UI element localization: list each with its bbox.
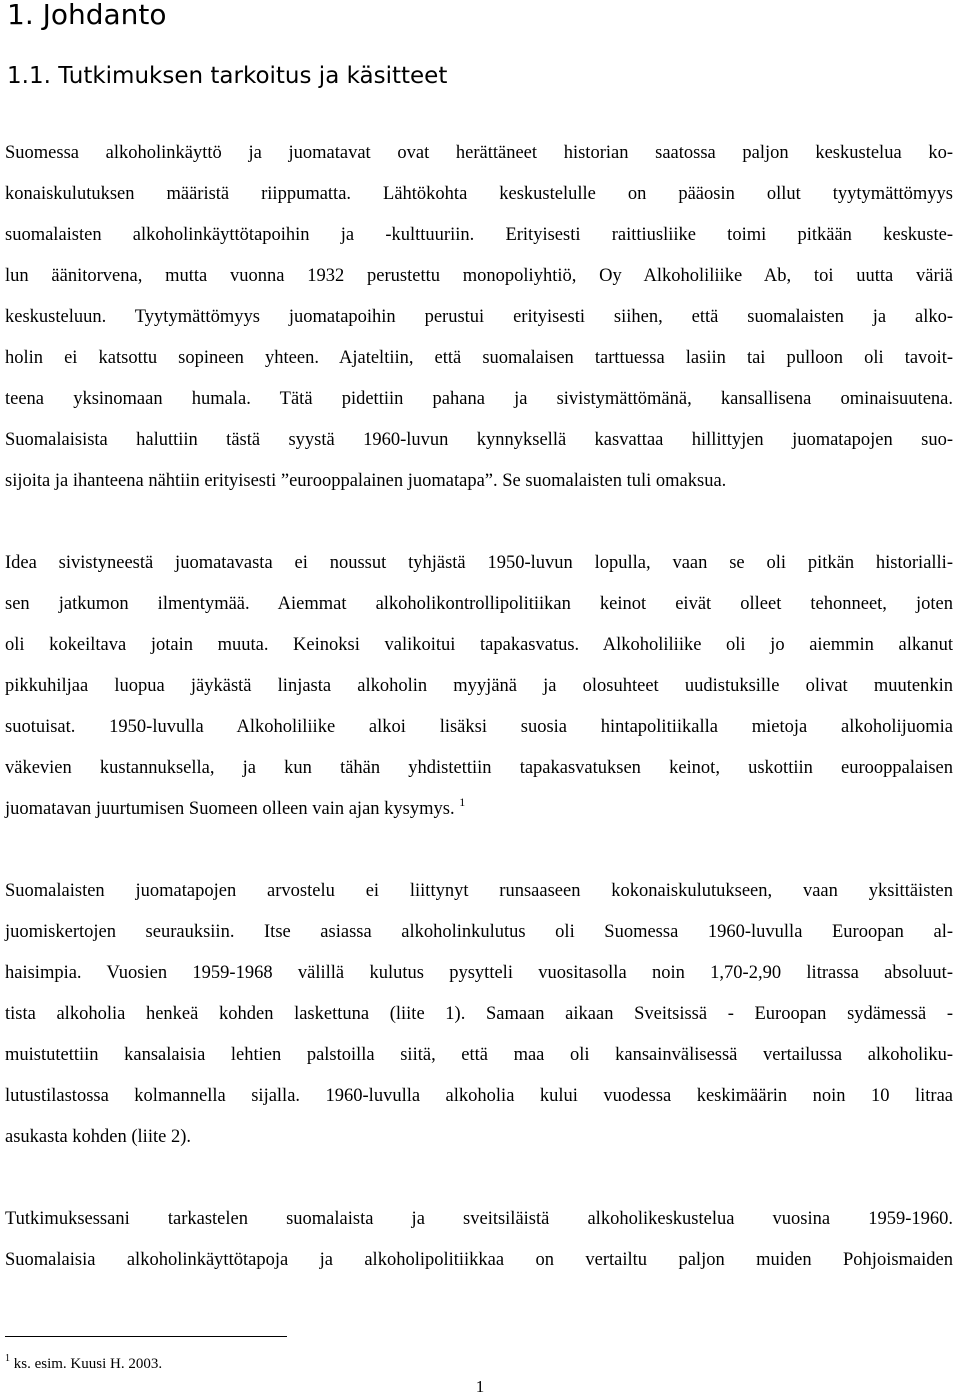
paragraph-4 bbox=[0, 1199, 960, 1281]
text-line: Suomalaisista haluttiin tästä syystä 1960-luvun kynnyksellä kasvattaa hillittyjen juomatapojen suo- bbox=[5, 430, 953, 450]
text-line: tista alkoholia henkeä kohden laskettuna (liite 1). Samaan aikaan Sveitsissä - Euroopan sydämessä - bbox=[5, 1004, 953, 1024]
footnote-reference: 1 bbox=[459, 795, 466, 809]
page-number: 1 bbox=[475, 1377, 485, 1396]
text-line: muistutettiin kansalaisia lehtien palstoilla siitä, että maa oli kansainvälisessä vertailussa alkoholiku- bbox=[5, 1045, 953, 1065]
text-line: keskusteluun. Tyytymättömyys juomatapoihin perustui erityisesti siihen, että suomalaisten ja alko- bbox=[5, 307, 953, 327]
text-line: suomalaisten alkoholinkäyttötapoihin ja -kulttuuriin. Erityisesti raittiusliike toimi pitkään keskuste- bbox=[5, 225, 953, 245]
section-heading: 1.1. Tutkimuksen tarkoitus ja käsitteet bbox=[7, 63, 448, 89]
paragraph-2 bbox=[0, 543, 960, 830]
text-line: konaiskulutuksen määristä riippumatta. Lähtökohta keskustelulle on pääosin ollut tyytymättömyys bbox=[5, 184, 953, 204]
footnote-divider bbox=[5, 1336, 287, 1337]
text-line bbox=[0, 789, 960, 830]
text-line: juomiskertojen seurauksiin. Itse asiassa alkoholinkulutus oli Suomessa 1960-luvulla Euroopan al- bbox=[5, 922, 953, 942]
paragraph-3 bbox=[0, 871, 960, 1158]
text-line: sen jatkumon ilmentymää. Aiemmat alkoholikontrollipolitiikan keinot eivät olleet tehonneet, joten bbox=[5, 594, 953, 614]
text-line: Tutkimuksessani tarkastelen suomalaista ja sveitsiläistä alkoholikeskustelua vuosina 1959-1960. bbox=[5, 1209, 953, 1229]
text-line-content: juomatavan juurtumisen Suomeen olleen vain ajan kysymys. bbox=[5, 799, 455, 819]
text-line: Suomalaisia alkoholinkäyttötapoja ja alkoholipolitiikkaa on vertailtu paljon muiden Pohjoismaiden bbox=[5, 1250, 953, 1270]
text-line: asukasta kohden (liite 2). bbox=[5, 1127, 191, 1147]
text-line: sijoita ja ihanteena nähtiin erityisesti ”eurooppalainen juomatapa”. Se suomalaisten tuli omaksua. bbox=[5, 471, 727, 491]
text-line: teena yksinomaan humala. Tätä pidettiin pahana ja sivistymättömänä, kansallisena ominaisuutena. bbox=[5, 389, 953, 409]
text-line: lun äänitorvena, mutta vuonna 1932 perustettu monopoliyhtiö, Oy Alkoholiliike Ab, toi uutta väriä bbox=[5, 266, 953, 286]
text-line: väkevien kustannuksella, ja kun tähän yhdistettiin tapakasvatuksen keinot, uskottiin eurooppalaisen bbox=[5, 758, 953, 778]
text-line: Idea sivistyneestä juomatavasta ei noussut tyhjästä 1950-luvun lopulla, vaan se oli pitkän historialli- bbox=[5, 553, 953, 573]
text-line: Suomessa alkoholinkäyttö ja juomatavat ovat herättäneet historian saatossa paljon keskustelua ko- bbox=[5, 143, 953, 163]
text-line: Suomalaisten juomatapojen arvostelu ei liittynyt runsaaseen kokonaiskulutukseen, vaan yksittäisten bbox=[5, 881, 953, 901]
text-line: pikkuhiljaa luopua jäykästä linjasta alkoholin myyjänä ja olosuhteet uudistuksille olivat muutenkin bbox=[5, 676, 953, 696]
text-line: oli kokeiltava jotain muuta. Keinoksi valikoitui tapakasvatus. Alkoholiliike oli jo aiemmin alkanut bbox=[5, 635, 953, 655]
footnote bbox=[5, 1354, 162, 1374]
footnote-number: 1 bbox=[5, 1353, 10, 1364]
text-line: lutustilastossa kolmannella sijalla. 1960-luvulla alkoholia kului vuodessa keskimäärin noin 10 litraa bbox=[5, 1086, 953, 1106]
footnote-text: ks. esim. Kuusi H. 2003. bbox=[13, 1356, 163, 1372]
text-line: suotuisat. 1950-luvulla Alkoholiliike alkoi lisäksi suosia hintapolitiikalla mietoja alkoholijuomia bbox=[5, 717, 953, 737]
paragraph-1 bbox=[0, 133, 960, 502]
chapter-heading: 1. Johdanto bbox=[7, 0, 167, 31]
text-line: haisimpia. Vuosien 1959-1968 välillä kulutus pysytteli vuositasolla noin 1,70-2,90 litrassa absoluut- bbox=[5, 963, 953, 983]
text-line: holin ei katsottu sopineen yhteen. Ajateltiin, että suomalaisen tarttuessa lasiin tai pulloon oli tavoit- bbox=[5, 348, 953, 368]
